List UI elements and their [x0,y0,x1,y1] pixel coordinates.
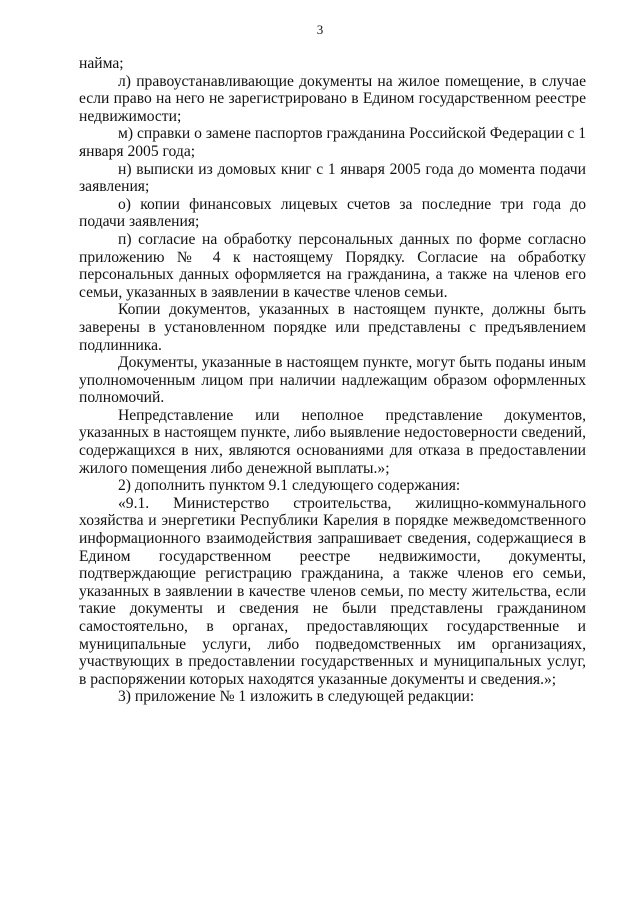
paragraph-continuation: найма; [79,55,124,72]
paragraph-item-p: п) согласие на обработку персональных данных по форме согласно приложению № 4 к настоящему Порядку. Согласие на обработку персональных данных оформляется на гражданина, а также на членов его семьи, указанных в заявлении в качестве членов семьи. [79,230,586,301]
paragraph-item-l: л) правоустанавливающие документы на жилое помещение, в случае если право на него не зарегистрировано в Едином государственном реестре недвижимости; [79,72,586,125]
document-body [79,55,586,706]
paragraph-representative: Документы, указанные в настоящем пункте, могут быть поданы иным уполномоченным лицом при наличии надлежащим образом оформленных полномочий. [79,354,586,407]
paragraph-point-9-1: «9.1. Министерство строительства, жилищно-коммунального хозяйства и энергетики Республики Карелия в порядке межведомственного информационного взаимодействия запрашивает сведения, содержащиеся в Едином государственном реестре недвижимости, документы, подтверждающие регистрацию гражданина, а также членов его семьи, указанных в заявлении в качестве членов семьи, по месту жительства, если такие документы и сведения не были представлены гражданином самостоятельно, в органах, предоставляющих государственные и муниципальные услуги, либо подведомственных им организациях, участвующих в предоставлении государственных и муниципальных услуг, в распоряжении которых находятся указанные документы и сведения.»; [79,494,586,688]
paragraph-item-m: м) справки о замене паспортов гражданина Российской Федерации с 1 января 2005 года; [79,125,586,160]
paragraph-amendment-2: 2) дополнить пунктом 9.1 следующего содержания: [118,477,461,495]
paragraph-item-o: о) копии финансовых лицевых счетов за последние три года до подачи заявления; [79,195,586,231]
paragraph-amendment-3: 3) приложение № 1 изложить в следующей редакции: [118,688,475,706]
paragraph-refusal: Непредставление или неполное представление документов, указанных в настоящем пункте, либо выявление недостоверности сведений, содержащихся в них, являются основаниями для отказа в предоставлении жилого помещения либо денежной выплаты.»; [79,406,586,477]
paragraph-copies: Копии документов, указанных в настоящем пункте, должны быть заверены в установленном порядке или представлены с предъявлением подлинника. [79,301,586,354]
paragraph-item-n: н) выписки из домовых книг с 1 января 2005 года до момента подачи заявления; [79,160,586,196]
page-number: 3 [316,22,324,37]
